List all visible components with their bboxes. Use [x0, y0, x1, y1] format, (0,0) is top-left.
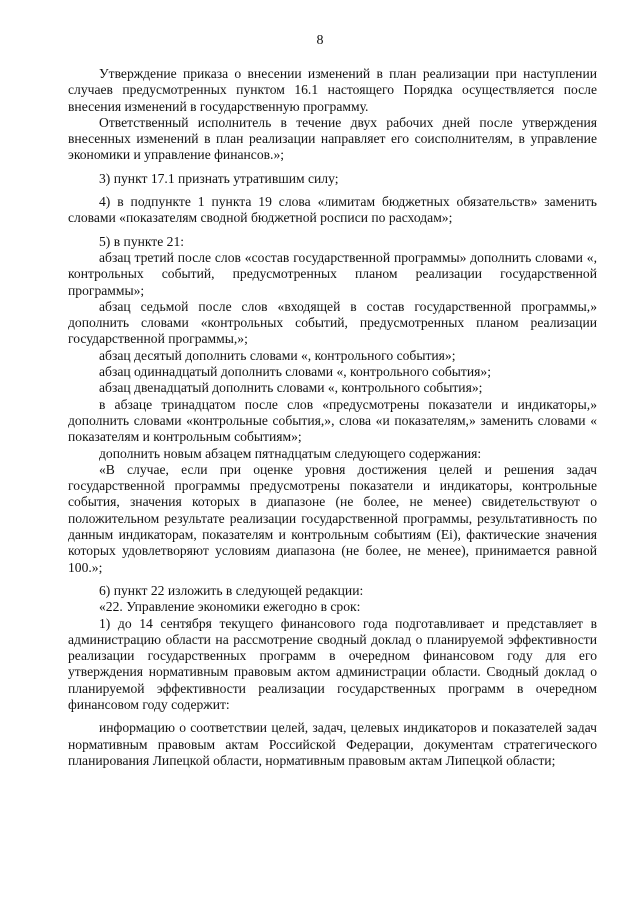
document-body: [68, 66, 597, 769]
paragraph-abzac-13: в абзаце тринадцатом после слов «предусмотрены показатели и индикаторы,» дополнить словами «контрольные события,», слова «и показателям,» заменить словами « показателям и контрольным событиям»;: [68, 396, 597, 445]
paragraph-abzac-7: абзац седьмой после слов «входящей в состав государственной программы,» дополнить словами «контрольных событий, предусмотренных планом реализации государственной программы,»;: [68, 298, 597, 347]
paragraph-point-22: «22. Управление экономики ежегодно в срок:: [99, 599, 361, 615]
paragraph-order-approval: Утверждение приказа о внесении изменений в план реализации при наступлении случаев предусмотренных пунктом 16.1 настоящего Порядка осуществляется после внесения изменений в государственную программу.: [68, 66, 597, 114]
paragraph-item-4: 4) в подпункте 1 пункта 19 слова «лимитам бюджетных обязательств» заменить словами «показателям сводной бюджетной росписи по расходам»;: [68, 194, 597, 226]
paragraph-add-abzac-15: дополнить новым абзацем пятнадцатым следующего содержания:: [99, 445, 482, 461]
paragraph-abzac-11: абзац одиннадцатый дополнить словами «, контрольного события»;: [99, 364, 491, 380]
paragraph-abzac-12: абзац двенадцатый дополнить словами «, контрольного события»;: [99, 380, 483, 396]
page-number: 8: [316, 33, 324, 48]
paragraph-item-3: 3) пункт 17.1 признать утратившим силу;: [99, 170, 339, 186]
paragraph-quote-evaluation: «В случае, если при оценке уровня достижения целей и решения задач государственной программы предусмотрены показатели и индикаторы, контрольные события, значения которых в диапазоне (не более, не менее) свидетельствуют о положительном результате реализации государственной программы, результативность по данным индикаторам, показателям и контрольным событиям (Ei), фактические значения которых удовлетворяют условиям диапазона (не более, не менее), принимается равной 100.»;: [68, 461, 597, 575]
paragraph-information: информацию о соответствии целей, задач, целевых индикаторов и показателей задач нормативным правовым актам Российской Федерации, документам стратегического планирования Липецкой области, нормативным правовым актам Липецкой области;: [68, 720, 597, 768]
paragraph-subpoint-1: 1) до 14 сентября текущего финансового года подготавливает и представляет в администрацию области на рассмотрение сводный доклад о планируемой эффективности реализации государственных программ в очередном финансовом году для его утверждения нормативным правовым актом администрации области. Сводный доклад о планируемой эффективности реализации государственных программ в очередном финансовом году содержит:: [68, 615, 597, 712]
paragraph-abzac-10: абзац десятый дополнить словами «, контрольного события»;: [99, 347, 456, 363]
paragraph-item-6: 6) пункт 22 изложить в следующей редакции:: [99, 582, 364, 598]
paragraph-item-5: 5) в пункте 21:: [99, 233, 185, 249]
paragraph-abzac-3: абзац третий после слов «состав государственной программы» дополнить словами «, контрольных событий, предусмотренных планом реализации государственной программы»;: [68, 249, 597, 298]
paragraph-responsible-executor: Ответственный исполнитель в течение двух рабочих дней после утверждения внесенных изменений в план реализации направляет его соисполнителям, в управление экономики и управление финансов.»;: [68, 114, 597, 163]
